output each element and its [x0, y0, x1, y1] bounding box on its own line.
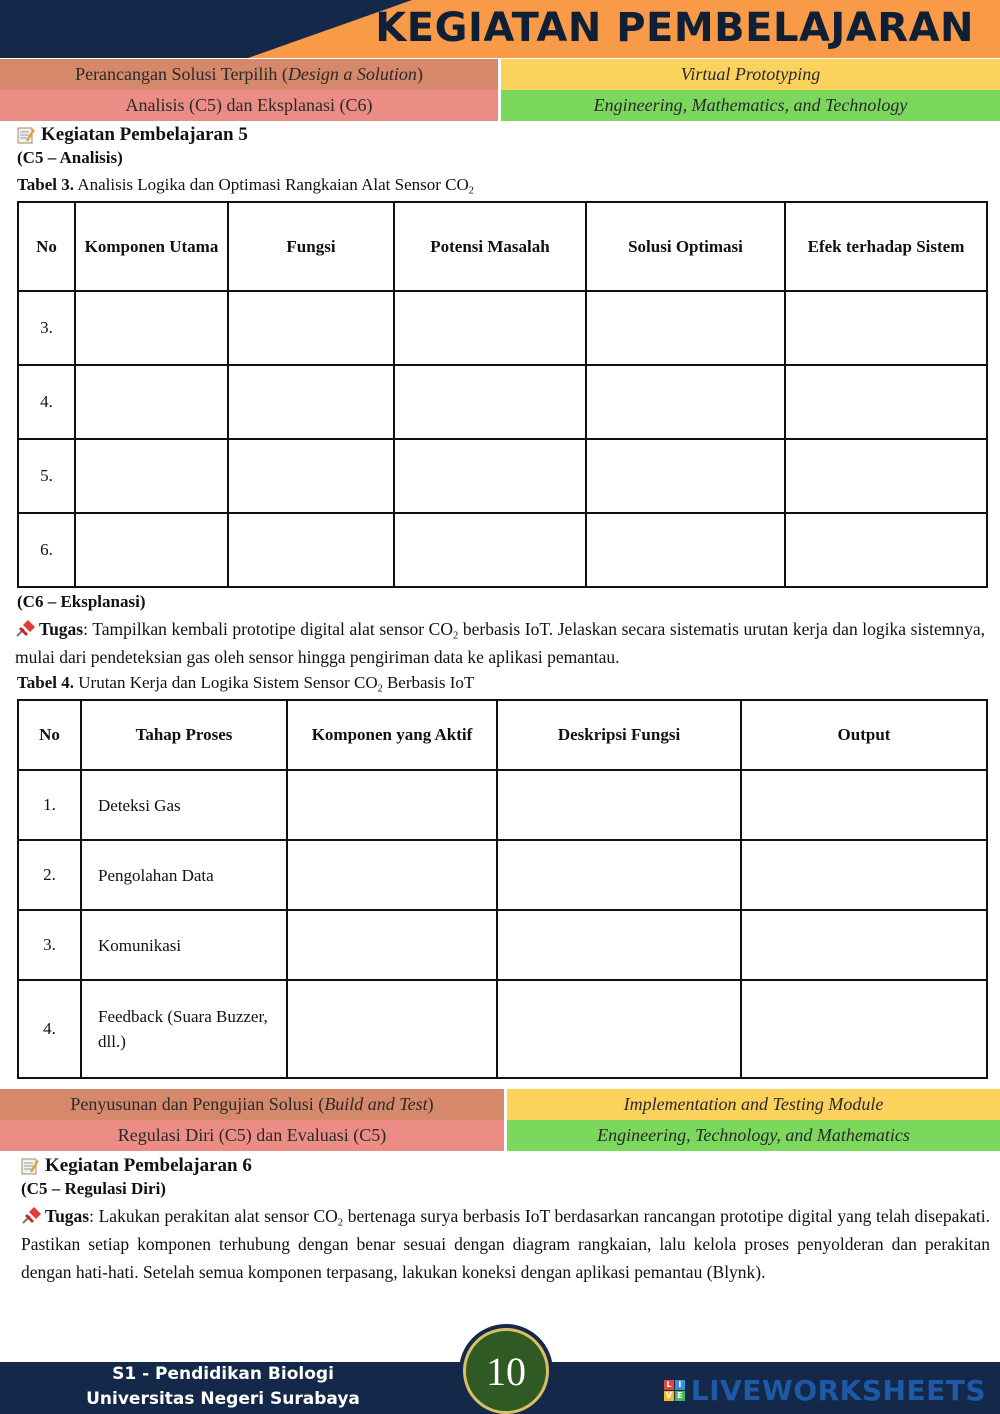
pushpin-icon [21, 1207, 41, 1225]
process-stage: Komunikasi [81, 910, 287, 980]
memo-icon [17, 126, 35, 144]
answer-cell[interactable] [586, 365, 785, 439]
row-number: 4. [18, 980, 81, 1078]
process-stage: Deteksi Gas [81, 770, 287, 840]
activity-6-task: Tugas: Lakukan perakitan alat sensor $CO_2$ bertenaga surya berbasis IoT berdasarkan rancangan prototipe digital yang telah disepakati. Pastikan setiap komponen terhubung dengan benar sesuai dengan diagram rangkaian, lalu kelola proses penyolderan dan perakitan dengan hati-hati. Setelah semua komponen terpasang, lakukan koneksi dengan aplikasi pemantau (Blynk). [21, 1206, 990, 1282]
table-header-cell: Fungsi [228, 202, 394, 291]
answer-cell[interactable] [497, 910, 741, 980]
stage-band-bottom-row2 [0, 1120, 1000, 1151]
row-number: 5. [18, 439, 75, 513]
table-header-row [18, 700, 987, 770]
answer-cell[interactable] [586, 513, 785, 587]
activity-5-sub: (C5 – Analisis) [17, 148, 123, 167]
table-header-cell: Deskripsi Fungsi [497, 700, 741, 770]
table-row [18, 840, 987, 910]
answer-cell[interactable] [287, 840, 497, 910]
answer-cell[interactable] [586, 291, 785, 365]
answer-cell[interactable] [741, 910, 987, 980]
page-header [0, 0, 1000, 58]
stem-label: Engineering, Mathematics, and Technology [501, 90, 1000, 121]
answer-cell[interactable] [287, 770, 497, 840]
stage-band-top-row1 [0, 59, 1000, 90]
watermark-text: LIVEWORKSHEETS [690, 1374, 986, 1407]
activity-5-c6-label: (C6 – Eksplanasi) [17, 592, 146, 611]
table-row [18, 291, 987, 365]
answer-cell[interactable] [741, 770, 987, 840]
answer-cell[interactable] [287, 980, 497, 1078]
answer-cell[interactable] [75, 439, 228, 513]
table-row [18, 513, 987, 587]
table-header-cell: Output [741, 700, 987, 770]
table-header-cell: Tahap Proses [81, 700, 287, 770]
activity-5-task: Tugas: Tampilkan kembali prototipe digital alat sensor $CO_2$ berbasis IoT. Jelaskan secara sistematis urutan kerja dan logika sistemnya, mulai dari pendeteksian gas oleh sensor hingga pengiriman data ke aplikasi pemantau. [15, 619, 986, 667]
page-number: 10 [486, 1348, 526, 1394]
footer-university: Universitas Negeri Surabaya [86, 1389, 360, 1409]
row-number: 6. [18, 513, 75, 587]
pushpin-icon [15, 620, 35, 638]
page-title: KEGIATAN PEMBELAJARAN [375, 5, 974, 51]
table-row [18, 910, 987, 980]
process-stage: Feedback (Suara Buzzer, dll.) [81, 980, 287, 1078]
answer-cell[interactable] [497, 770, 741, 840]
footer-institution [86, 1362, 360, 1412]
stage-module-label: Virtual Prototyping [501, 59, 1000, 90]
table-header-cell: Komponen Utama [75, 202, 228, 291]
answer-cell[interactable] [287, 910, 497, 980]
answer-cell[interactable] [785, 291, 987, 365]
answer-cell[interactable] [785, 439, 987, 513]
row-number: 3. [18, 291, 75, 365]
answer-cell[interactable] [228, 291, 394, 365]
answer-cell[interactable] [497, 840, 741, 910]
row-number: 3. [18, 910, 81, 980]
page-number-badge [463, 1328, 549, 1414]
answer-cell[interactable] [228, 513, 394, 587]
stage-module-label: Implementation and Testing Module [507, 1089, 1000, 1120]
activity-6-sub: (C5 – Regulasi Diri) [21, 1179, 166, 1198]
table-header-cell: Efek terhadap Sistem [785, 202, 987, 291]
row-number: 4. [18, 365, 75, 439]
answer-cell[interactable] [75, 513, 228, 587]
answer-cell[interactable] [741, 980, 987, 1078]
row-number: 1. [18, 770, 81, 840]
table-row [18, 980, 987, 1078]
memo-icon [21, 1157, 39, 1175]
stage-band-bottom-row1 [0, 1089, 1000, 1120]
table-header-cell: Solusi Optimasi [586, 202, 785, 291]
table-row [18, 365, 987, 439]
table-3 [17, 201, 988, 588]
answer-cell[interactable] [785, 365, 987, 439]
competency-label: Analisis (C5) dan Eksplanasi (C6) [0, 90, 498, 121]
answer-cell[interactable] [586, 439, 785, 513]
table-header-row [18, 202, 987, 291]
table-row [18, 439, 987, 513]
activity-6-heading: Kegiatan Pembelajaran 6 [21, 1155, 252, 1177]
answer-cell[interactable] [394, 291, 586, 365]
answer-cell[interactable] [228, 365, 394, 439]
table-row [18, 770, 987, 840]
liveworksheets-logo-icon: L I V E [664, 1380, 685, 1401]
table-header-cell: No [18, 700, 81, 770]
competency-label: Regulasi Diri (C5) dan Evaluasi (C5) [0, 1120, 504, 1151]
footer-program: S1 - Pendidikan Biologi [112, 1364, 334, 1384]
answer-cell[interactable] [785, 513, 987, 587]
answer-cell[interactable] [394, 439, 586, 513]
table-4-caption: Tabel 4. Urutan Kerja dan Logika Sistem Sensor $CO_2$ Berbasis IoT [17, 673, 475, 695]
answer-cell[interactable] [75, 365, 228, 439]
activity-5-heading: Kegiatan Pembelajaran 5 [17, 124, 248, 146]
table-3-caption: Tabel 3. Analisis Logika dan Optimasi Rangkaian Alat Sensor $CO_2$ [17, 175, 474, 197]
answer-cell[interactable] [75, 291, 228, 365]
liveworksheets-watermark [664, 1374, 986, 1407]
process-stage: Pengolahan Data [81, 840, 287, 910]
stage-label: Penyusunan dan Pengujian Solusi ( Build and Test ) [0, 1089, 504, 1120]
answer-cell[interactable] [394, 513, 586, 587]
table-header-cell: Potensi Masalah [394, 202, 586, 291]
answer-cell[interactable] [228, 439, 394, 513]
stage-band-top-row2 [0, 90, 1000, 121]
stem-label: Engineering, Technology, and Mathematics [507, 1120, 1000, 1151]
stage-label: Perancangan Solusi Terpilih ( Design a Solution ) [0, 59, 498, 90]
row-number: 2. [18, 840, 81, 910]
table-4 [17, 699, 988, 1079]
answer-cell[interactable] [741, 840, 987, 910]
answer-cell[interactable] [497, 980, 741, 1078]
table-header-cell: Komponen yang Aktif [287, 700, 497, 770]
table-header-cell: No [18, 202, 75, 291]
answer-cell[interactable] [394, 365, 586, 439]
